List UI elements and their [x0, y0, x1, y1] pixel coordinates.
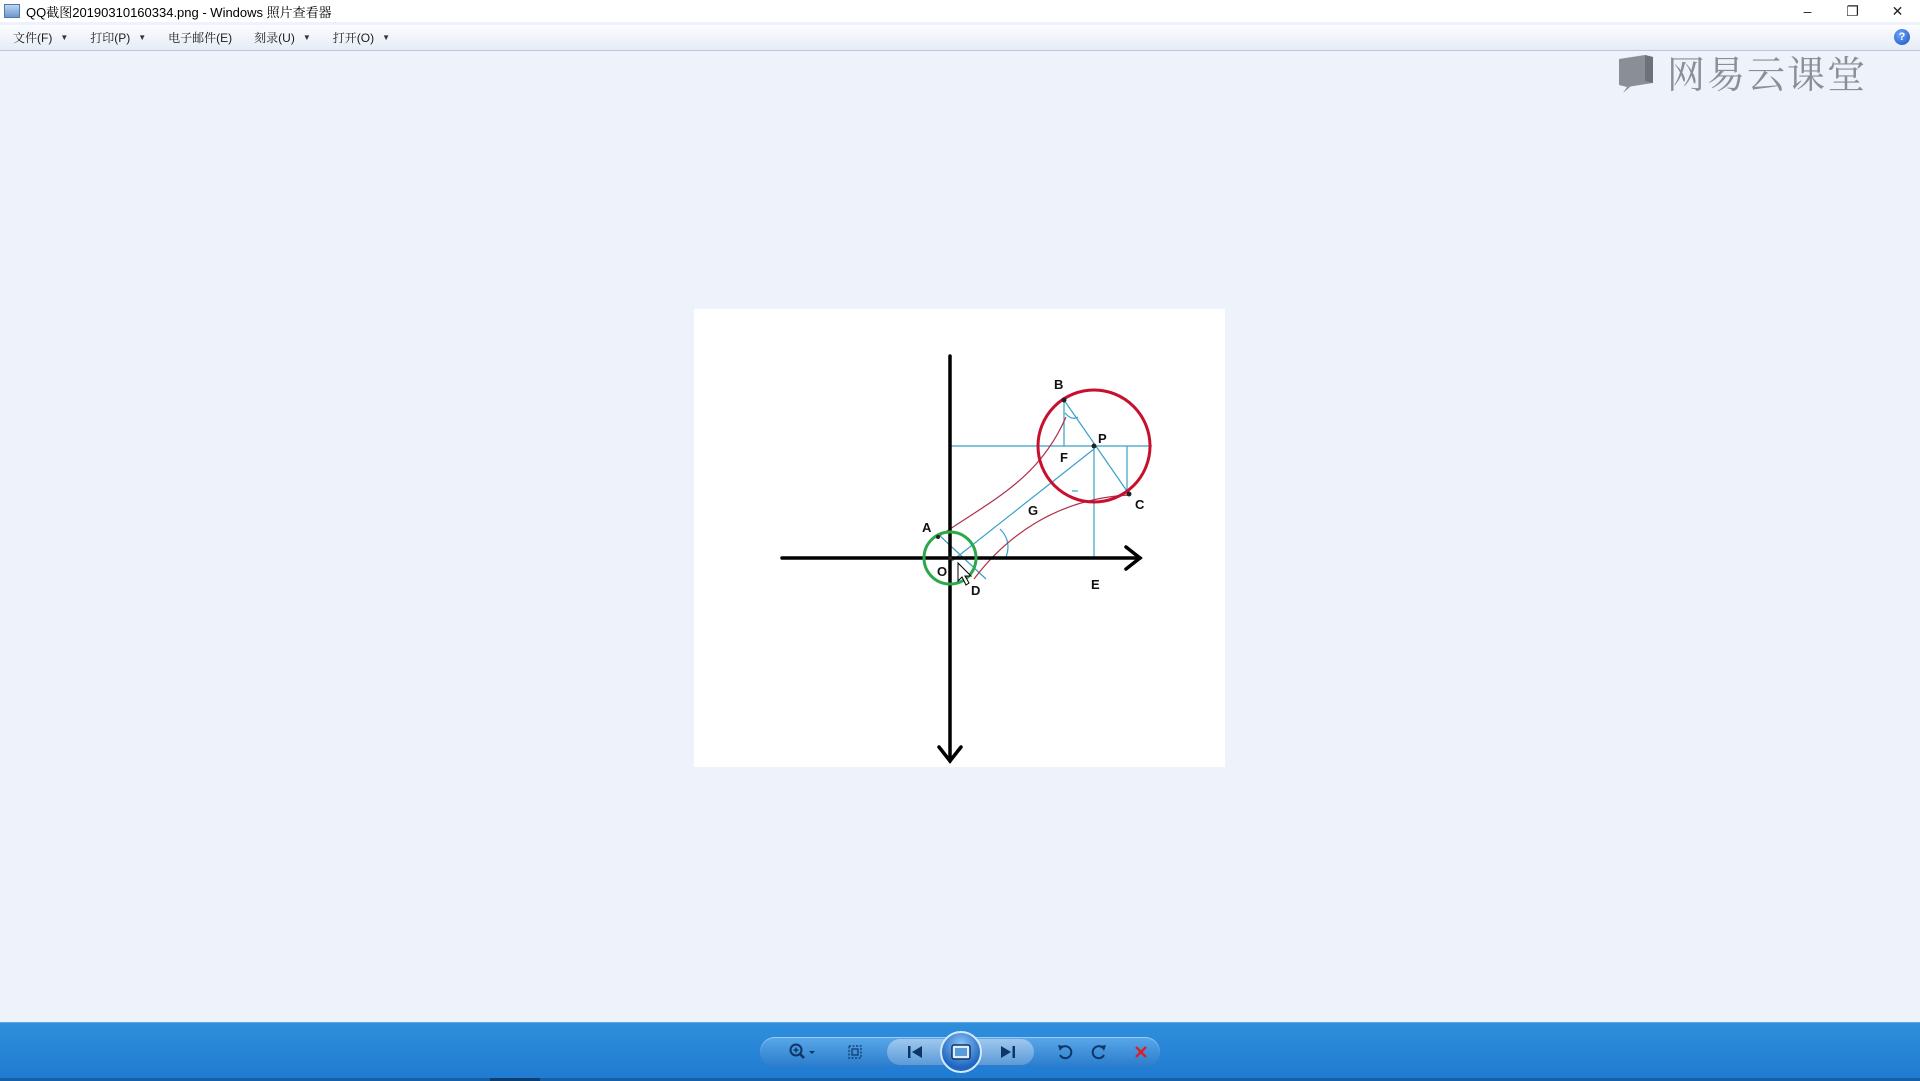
- menu-email-label: 电子邮件(E): [168, 31, 233, 45]
- menu-file[interactable]: [11, 27, 70, 49]
- menu-burn[interactable]: [252, 27, 313, 49]
- delete-button[interactable]: [1126, 1037, 1156, 1067]
- rotate-cw-icon: [1090, 1043, 1108, 1061]
- rotate-ccw-button[interactable]: [1050, 1037, 1080, 1067]
- watermark: [1615, 44, 1867, 99]
- point-b: [1062, 398, 1067, 403]
- point-p: [1092, 444, 1097, 449]
- delete-icon: [1133, 1044, 1149, 1060]
- menu-print-label: 打印(P): [90, 31, 131, 45]
- dropdown-caret-icon: ▼: [382, 33, 391, 42]
- next-button[interactable]: [988, 1037, 1028, 1067]
- slideshow-icon: [951, 1044, 971, 1060]
- guide-lines: [939, 400, 1152, 579]
- menu-open[interactable]: [331, 27, 392, 49]
- close-button[interactable]: ✕: [1891, 2, 1904, 19]
- slideshow-button[interactable]: [940, 1031, 982, 1073]
- label-c: C: [1135, 497, 1145, 512]
- axes: [782, 356, 1140, 761]
- menu-file-label: 文件(F): [13, 31, 53, 45]
- zoom-icon: [787, 1042, 817, 1062]
- zoom-button[interactable]: [782, 1037, 822, 1067]
- angle-arc-b: [1065, 413, 1078, 418]
- fit-window-icon: [847, 1044, 863, 1060]
- lower-tangent-curve: [974, 495, 1129, 579]
- menu-open-label: 打开(O): [332, 31, 375, 45]
- bottom-toolbar: [0, 1022, 1920, 1081]
- title-bar: [0, 0, 1920, 22]
- menu-burn-label: 刻录(U): [254, 31, 295, 45]
- help-icon[interactable]: ?: [1894, 29, 1910, 45]
- label-o: O: [937, 564, 948, 579]
- point-c: [1127, 492, 1132, 497]
- displayed-image: [694, 309, 1225, 767]
- dropdown-caret-icon: ▼: [138, 33, 147, 42]
- label-a: A: [922, 520, 932, 535]
- label-f: F: [1060, 450, 1068, 465]
- viewer-controls: [760, 1037, 1160, 1067]
- label-b: B: [1054, 377, 1064, 392]
- rotate-ccw-icon: [1056, 1043, 1074, 1061]
- menu-email[interactable]: [166, 27, 234, 49]
- point-a: [936, 535, 940, 539]
- netease-logo-icon: [1615, 51, 1657, 93]
- dropdown-caret-icon: ▼: [302, 33, 311, 42]
- label-g: G: [1028, 503, 1039, 518]
- minimize-button[interactable]: –: [1803, 3, 1812, 19]
- photo-viewer-icon: [4, 4, 20, 18]
- window-controls: [1785, 0, 1920, 22]
- label-e: E: [1091, 577, 1100, 592]
- next-icon: [999, 1045, 1017, 1059]
- point-o: [948, 556, 952, 560]
- label-d: D: [971, 583, 981, 598]
- restore-button[interactable]: ❐: [1846, 2, 1859, 19]
- geometry-figure: [694, 309, 1225, 767]
- label-p: P: [1098, 431, 1107, 446]
- dropdown-caret-icon: ▼: [60, 33, 69, 42]
- previous-icon: [906, 1045, 924, 1059]
- previous-button[interactable]: [895, 1037, 935, 1067]
- rotate-cw-button[interactable]: [1084, 1037, 1114, 1067]
- window-title: QQ截图20190310160334.png - Windows 照片查看器: [26, 4, 332, 20]
- menu-print[interactable]: [88, 27, 148, 49]
- line-bc: [1064, 400, 1129, 494]
- fit-window-button[interactable]: [840, 1037, 870, 1067]
- watermark-text: 网易云课堂: [1667, 55, 1868, 97]
